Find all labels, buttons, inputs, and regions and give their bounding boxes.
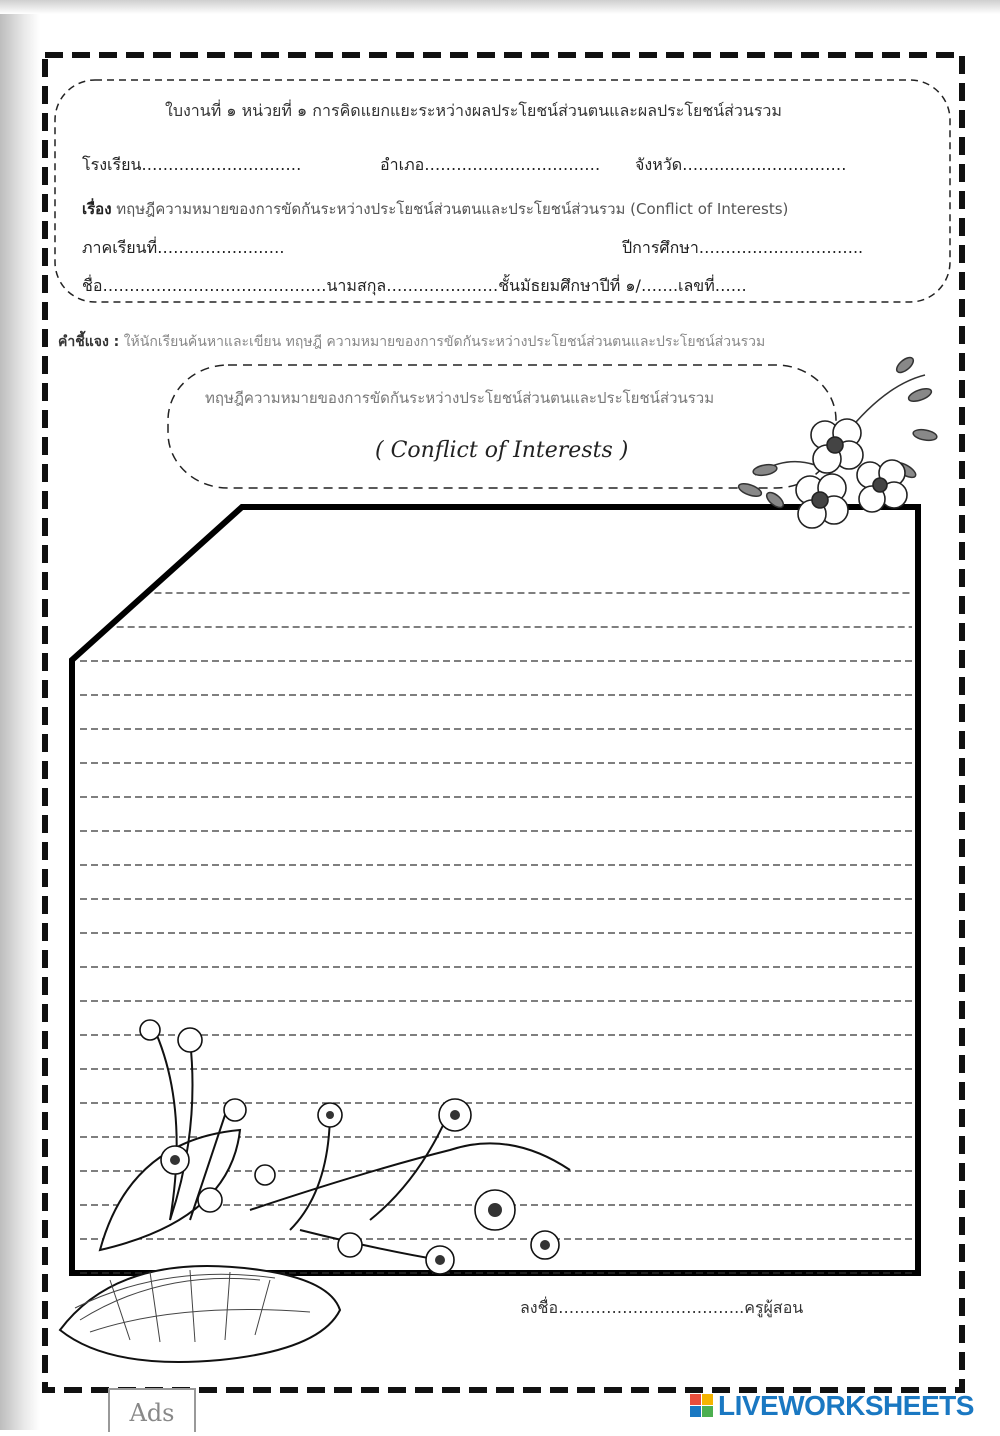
semester-field[interactable]: ภาคเรียนที่………………..…. xyxy=(82,238,285,257)
subject-prefix: เรื่อง xyxy=(82,200,112,218)
theory-title: ทฤษฎีความหมายของการขัดกันระหว่างประโยชน์ส่วนตนและประโยชน์ส่วนรวม xyxy=(205,389,715,407)
instruction-text: ให้นักเรียนค้นหาและเขียน ทฤษฎี ความหมายของการขัดกันระหว่างประโยชน์ส่วนตนและประโยชน์ส่วนรวม xyxy=(119,334,766,350)
ads-tab[interactable]: Ads xyxy=(108,1388,196,1432)
student-name-line[interactable]: ชื่อ……………………………………นามสกุล…………………ชั้นมัธยมศึกษาปีที่ ๑/…….เลขที่…… xyxy=(82,276,747,295)
province-field[interactable]: จังหวัด……..……..…………… xyxy=(635,155,847,174)
school-field[interactable]: โรงเรียน………………………… xyxy=(82,155,302,174)
theory-dashed-box xyxy=(168,365,836,488)
liveworksheets-logo-icon xyxy=(690,1394,714,1418)
flower-basket-icon xyxy=(60,1020,570,1362)
worksheet-header-title: ใบงานที่ ๑ หน่วยที่ ๑ การคิดแยกแยะระหว่างผลประโยชน์ส่วนตนและผลประโยชน์ส่วนรวม xyxy=(165,101,782,120)
flower-decoration-icon xyxy=(737,355,938,528)
district-field[interactable]: อำเภอ…………………………… xyxy=(380,155,601,174)
teacher-signature-line[interactable]: ลงชื่อ……………………………..ครูผู้สอน xyxy=(520,1298,804,1317)
brand-name: LIVEWORKSHEETS xyxy=(718,1390,974,1421)
academic-year-field[interactable]: ปีการศึกษา……………..………….. xyxy=(622,238,864,257)
instruction-line xyxy=(58,332,765,352)
instruction-prefix: คำชี้แจง : xyxy=(58,334,120,350)
subject-line xyxy=(82,199,788,219)
subject-text: ทฤษฎีความหมายของการขัดกันระหว่างประโยชน์ส่วนตนและประโยชน์ส่วนรวม (Conflict of Interests) xyxy=(111,200,789,218)
conflict-title: ( Conflict of Interests ) xyxy=(375,438,629,463)
